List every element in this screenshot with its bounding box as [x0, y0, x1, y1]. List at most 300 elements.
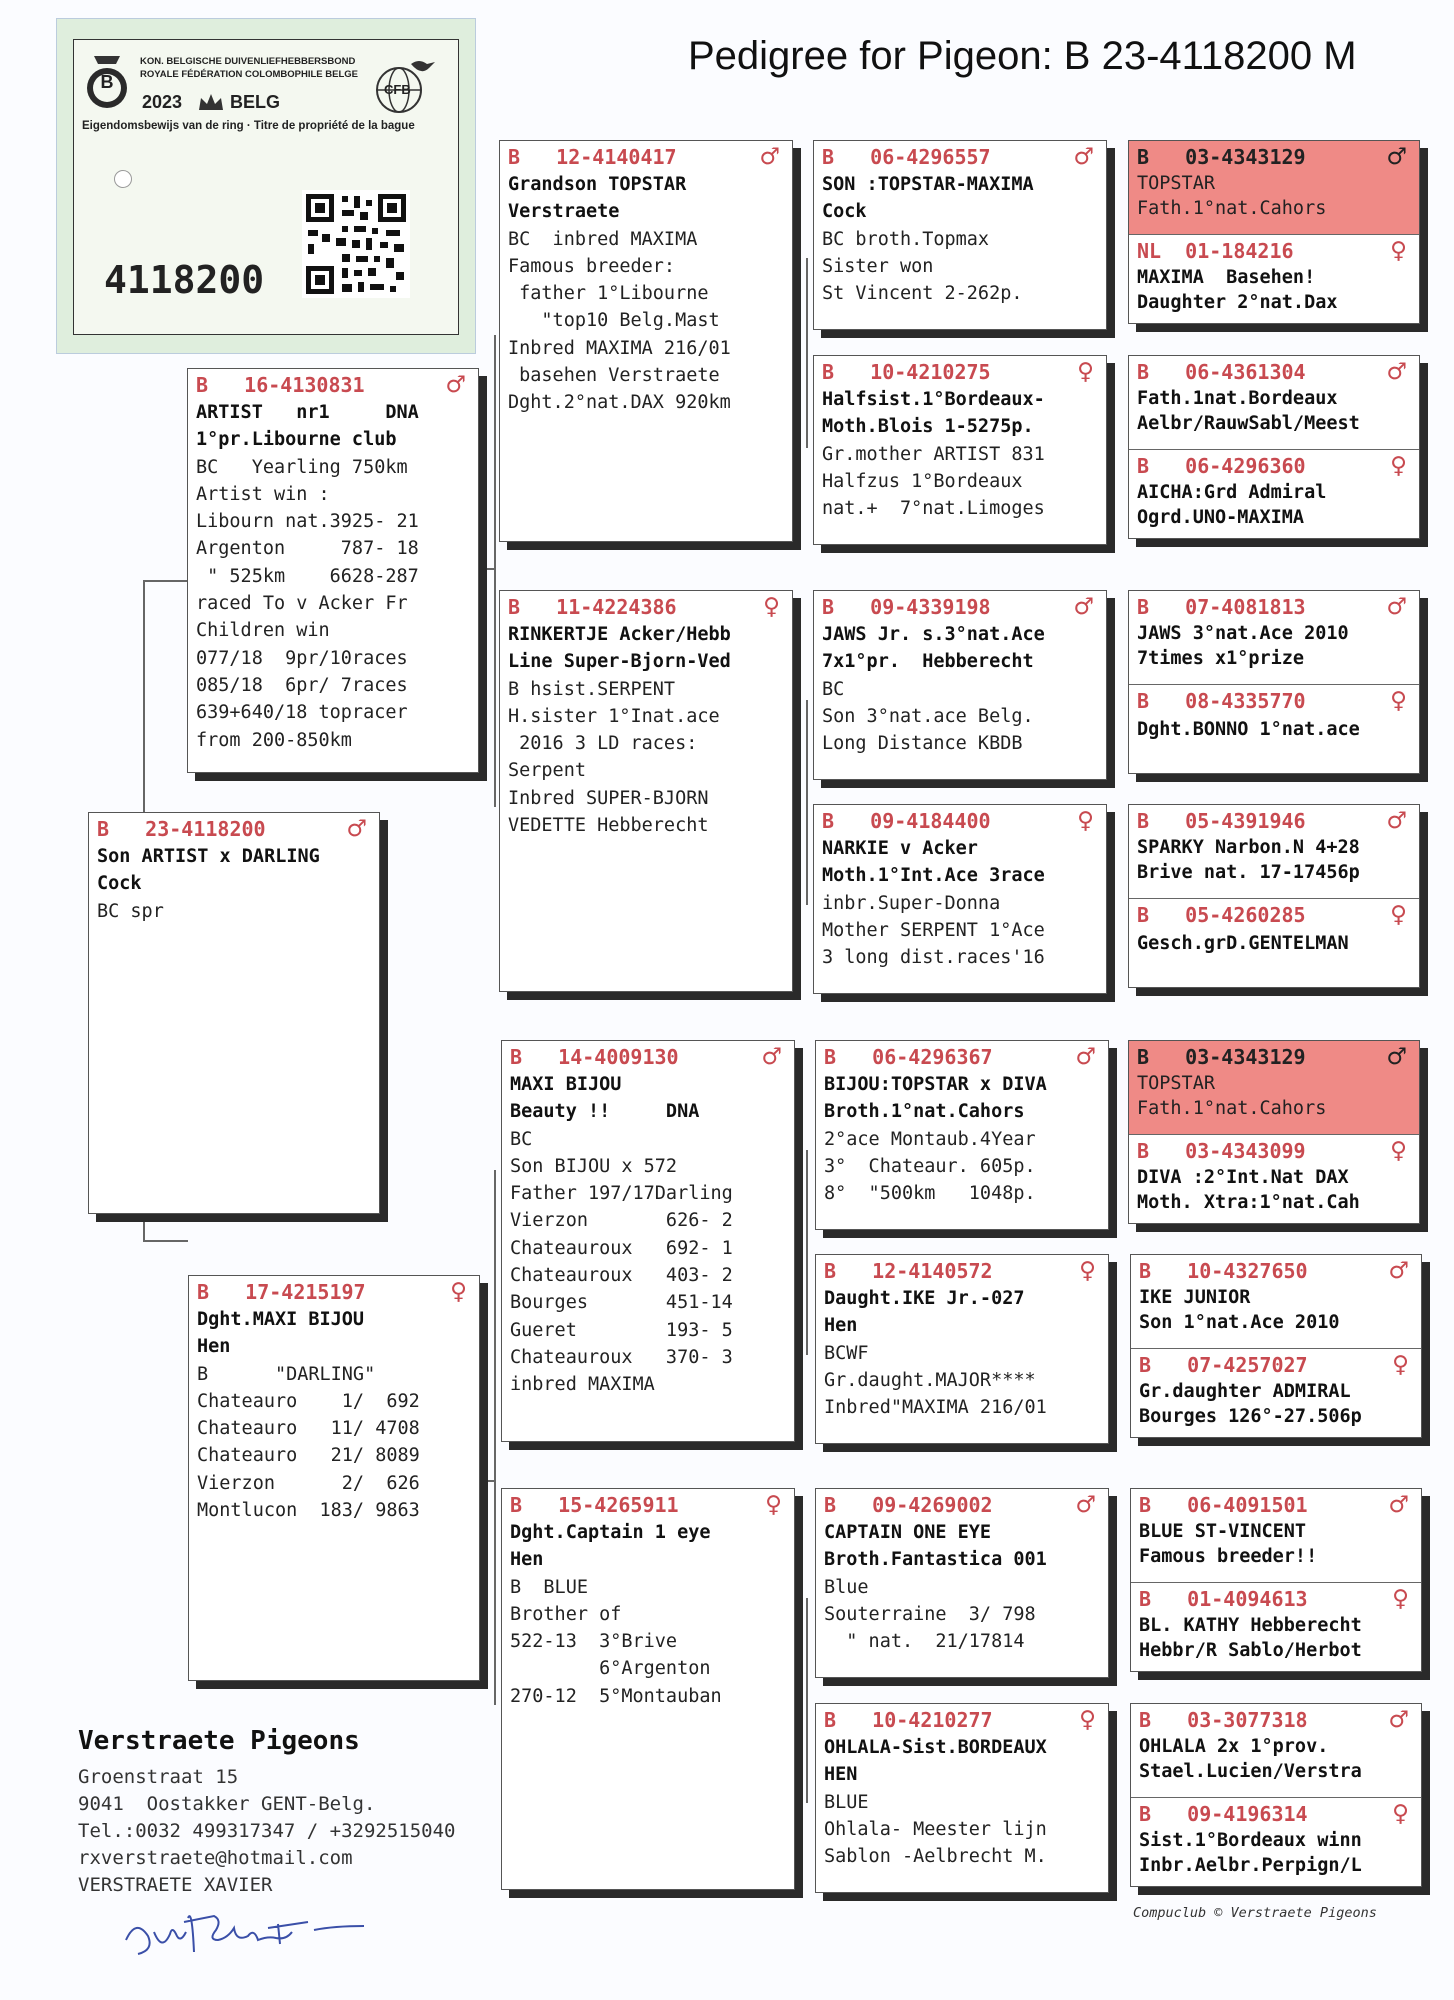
ring-header	[508, 143, 784, 171]
card-line: Gr.mother ARTIST 831	[822, 443, 1045, 465]
ring-id: B 01-4094613	[1139, 1587, 1308, 1611]
card-line: B "DARLING"	[197, 1363, 376, 1385]
card-line: Inbred MAXIMA 216/01	[508, 337, 731, 359]
card-line: Chateauroux 403- 2	[510, 1265, 733, 1287]
ring-id: NL 01-184216	[1137, 239, 1294, 263]
ring-ownership-card	[56, 18, 476, 354]
pigeon-name: Son ARTIST x DARLING	[97, 846, 320, 867]
card-line: Bourges 126°-27.506p	[1139, 1406, 1362, 1427]
pigeon-name: Dght.Captain 1 eye	[510, 1522, 711, 1543]
ring-header	[196, 371, 470, 399]
card-line: Dght.BONNO 1°nat.ace	[1137, 719, 1360, 740]
card-section	[1129, 898, 1419, 959]
card-section	[1131, 1582, 1421, 1663]
ring-header	[1139, 1351, 1413, 1379]
card-line: SPARKY Narbon.N 4+28	[1137, 837, 1360, 858]
card-line: BLUE	[824, 1791, 869, 1813]
ring-header	[1137, 237, 1411, 265]
card-line: inbred MAXIMA	[510, 1374, 655, 1396]
pigeon-card-sds[interactable]	[813, 590, 1107, 780]
pigeon-pair-card[interactable]	[1128, 140, 1420, 324]
female-sex-icon: ♀	[1390, 902, 1407, 928]
card-line: 270-12 5°Montauban	[510, 1685, 722, 1707]
card-section	[1131, 1348, 1421, 1429]
ring-id: B 09-4184400	[822, 809, 991, 833]
connector-line	[143, 1240, 188, 1242]
card-line: BCWF	[824, 1342, 869, 1364]
card-line: BC	[822, 678, 845, 700]
card-line: TOPSTAR	[1137, 1073, 1215, 1094]
owner-name: Verstraete Pigeons	[78, 1726, 360, 1756]
ring-header	[824, 1491, 1100, 1519]
card-line: VEDETTE Hebberecht	[508, 815, 709, 837]
female-sex-icon: ♀	[763, 594, 780, 620]
ring-header	[1137, 807, 1411, 835]
connector-line	[494, 335, 496, 807]
card-section	[1129, 449, 1419, 530]
ring-id: B 03-4343129	[1137, 1045, 1306, 1069]
card-line: Bourges 451-14	[510, 1292, 733, 1314]
card-line: Son 3°nat.ace Belg.	[822, 705, 1034, 727]
connector-line	[487, 568, 496, 570]
male-sex-icon: ♂	[761, 1044, 782, 1070]
ring-header	[197, 1278, 471, 1306]
card-line: Inbred SUPER-BJORN	[508, 787, 709, 809]
ring-header	[1137, 452, 1411, 480]
card-section	[816, 1041, 1108, 1207]
connector-line	[487, 1480, 496, 1482]
federation-name-nl: KON. BELGISCHE DUIVENLIEFHEBBERSBOND	[140, 56, 356, 67]
pigeon-name: Halfsist.1°Bordeaux-	[822, 389, 1045, 410]
female-sex-icon: ♀	[1390, 453, 1407, 479]
card-section	[816, 1704, 1108, 1870]
pigeon-card-sdd[interactable]	[813, 804, 1107, 994]
owner-phone: Tel.:0032 499317347 / +3292515040	[78, 1820, 456, 1842]
ring-id: B 07-4257027	[1139, 1353, 1308, 1377]
ring-id: B 06-4296367	[824, 1045, 993, 1069]
card-section-highlighted	[1129, 1041, 1419, 1134]
ring-id: B 09-4196314	[1139, 1802, 1308, 1826]
ring-id: B 14-4009130	[510, 1045, 679, 1069]
ring-card-frame	[73, 39, 459, 335]
card-section	[816, 1489, 1108, 1655]
male-sex-icon: ♂	[1386, 359, 1407, 385]
card-section	[814, 356, 1106, 522]
pigeon-pair-card[interactable]	[1130, 1703, 1422, 1887]
card-line: BC spr	[97, 900, 164, 922]
male-sex-icon: ♂	[1075, 1492, 1096, 1518]
ring-header	[1137, 1043, 1411, 1071]
card-line: " 525km 6628-287	[196, 565, 419, 587]
ring-id: B 10-4210277	[824, 1708, 993, 1732]
card-section	[188, 369, 478, 754]
card-line: St Vincent 2-262p.	[822, 283, 1023, 305]
card-line: B BLUE	[510, 1576, 588, 1598]
ring-header	[822, 593, 1098, 621]
card-line: Sablon -Aelbrecht M.	[824, 1846, 1047, 1868]
card-line: 639+640/18 topracer	[196, 702, 408, 724]
card-line: Sister won	[822, 255, 934, 277]
card-line: Halfzus 1°Bordeaux	[822, 470, 1023, 492]
card-line: 2016 3 LD races:	[508, 733, 698, 755]
card-line: Moth.1°Int.Ace 3race	[822, 865, 1045, 887]
card-line: Fath.1nat.Bordeaux	[1137, 388, 1338, 409]
card-line: Inbr.Aelbr.Perpign/L	[1139, 1855, 1362, 1876]
pigeon-name: JAWS Jr. s.3°nat.Ace	[822, 624, 1045, 645]
ring-id: B 23-4118200	[97, 817, 266, 841]
pigeon-card-sss[interactable]	[813, 140, 1107, 330]
card-line: Broth.Fantastica 001	[824, 1549, 1047, 1571]
card-line: OHLALA 2x 1°prov.	[1139, 1736, 1329, 1757]
pigeon-pair-card[interactable]	[1128, 590, 1420, 774]
pigeon-pair-card[interactable]	[1128, 355, 1420, 539]
ring-year: 2023	[142, 92, 183, 112]
card-line: 7times x1°prize	[1137, 648, 1305, 669]
ring-header	[510, 1043, 786, 1071]
female-sex-icon: ♀	[1392, 1801, 1409, 1827]
male-sex-icon: ♂	[1386, 594, 1407, 620]
card-line: Fath.1°nat.Cahors	[1137, 1098, 1327, 1119]
ring-id: B 03-4343099	[1137, 1139, 1306, 1163]
ring-id: B 10-4210275	[822, 360, 991, 384]
female-sex-icon: ♀	[1390, 1138, 1407, 1164]
pigeon-name: RINKERTJE Acker/Hebb	[508, 624, 731, 645]
card-line: Son BIJOU x 572	[510, 1155, 678, 1177]
card-section	[814, 141, 1106, 307]
pigeon-pair-card[interactable]	[1130, 1488, 1422, 1672]
ring-id: B 12-4140417	[508, 145, 677, 169]
ring-id: B 17-4215197	[197, 1280, 366, 1304]
card-line: Long Distance KBDB	[822, 733, 1023, 755]
card-section	[1129, 234, 1419, 315]
pigeon-card-dam-sire[interactable]	[501, 1040, 795, 1442]
card-section	[1129, 805, 1419, 898]
card-line: Chateauroux 370- 3	[510, 1346, 733, 1368]
connector-line	[806, 1598, 808, 1803]
connector-line	[806, 258, 808, 448]
male-sex-icon: ♂	[1075, 1044, 1096, 1070]
card-section	[814, 591, 1106, 757]
card-section	[189, 1276, 479, 1524]
punch-hole	[114, 170, 132, 188]
card-line: 522-13 3°Brive	[510, 1631, 678, 1653]
card-line: basehen Verstraete	[508, 365, 720, 387]
connector-line	[143, 580, 188, 582]
card-section	[500, 141, 792, 417]
card-line: Hen	[510, 1549, 544, 1571]
page-title: Pedigree for Pigeon: B 23-4118200 M	[688, 34, 1357, 78]
male-sex-icon: ♂	[445, 372, 466, 398]
female-sex-icon: ♀	[1390, 238, 1407, 264]
pigeon-name: Grandson TOPSTAR	[508, 174, 687, 195]
pigeon-card-subject[interactable]	[88, 812, 380, 1214]
ring-id: B 06-4296557	[822, 145, 991, 169]
card-line: B hsist.SERPENT	[508, 678, 676, 700]
card-line: Chateauro 1/ 692	[197, 1390, 420, 1412]
card-section	[502, 1041, 794, 1399]
card-line: Vierzon 626- 2	[510, 1210, 733, 1232]
card-line: Brive nat. 17-17456p	[1137, 862, 1360, 883]
card-line: Fath.1°nat.Cahors	[1137, 198, 1327, 219]
ring-header	[822, 358, 1098, 386]
female-sex-icon: ♀	[1079, 1258, 1096, 1284]
card-line: Hebbr/R Sablo/Herbot	[1139, 1640, 1362, 1661]
card-line: Broth.1°nat.Cahors	[824, 1101, 1025, 1123]
ring-id: B 07-4081813	[1137, 595, 1306, 619]
owner-address	[78, 1764, 456, 1899]
card-line: Mother SERPENT 1°Ace	[822, 919, 1045, 941]
ring-id: B 06-4091501	[1139, 1493, 1308, 1517]
card-line: Dght.2°nat.DAX 920km	[508, 392, 731, 414]
card-line: Vierzon 2/ 626	[197, 1472, 420, 1494]
connector-line	[806, 700, 808, 905]
male-sex-icon: ♂	[1073, 144, 1094, 170]
ring-id: B 05-4260285	[1137, 903, 1306, 927]
male-sex-icon: ♂	[1388, 1258, 1409, 1284]
owner-email[interactable]: rxverstraete@hotmail.com	[78, 1847, 353, 1869]
card-line: Son 1°nat.Ace 2010	[1139, 1312, 1340, 1333]
qr-code-icon	[302, 190, 410, 298]
card-line: inbr.Super-Donna	[822, 892, 1001, 914]
male-sex-icon: ♂	[1386, 808, 1407, 834]
pigeon-card-dam[interactable]	[188, 1275, 480, 1681]
card-line: IKE JUNIOR	[1139, 1287, 1251, 1308]
card-line: Stael.Lucien/Verstra	[1139, 1761, 1362, 1782]
card-line: Argenton 787- 18	[196, 538, 419, 560]
ring-id: B 08-4335770	[1137, 689, 1306, 713]
card-line: 8° "500km 1048p.	[824, 1183, 1036, 1205]
card-line: Gesch.grD.GENTELMAN	[1137, 933, 1349, 954]
card-line: Chateauro 11/ 4708	[197, 1418, 420, 1440]
pigeon-name: CAPTAIN ONE EYE	[824, 1522, 992, 1543]
card-line: "top10 Belg.Mast	[508, 310, 720, 332]
female-sex-icon: ♀	[1392, 1586, 1409, 1612]
card-line: Gr.daught.MAJOR****	[824, 1369, 1036, 1391]
card-section	[502, 1489, 794, 1710]
card-line: Souterraine 3/ 798	[824, 1603, 1036, 1625]
card-line: BC broth.Topmax	[822, 228, 990, 250]
card-line: Blue	[824, 1576, 869, 1598]
ring-header	[824, 1257, 1100, 1285]
ring-header	[510, 1491, 786, 1519]
card-line: Artist win :	[196, 483, 330, 505]
card-line: BC	[510, 1128, 533, 1150]
card-section	[1129, 1134, 1419, 1215]
card-section	[1131, 1797, 1421, 1878]
card-line: Aelbr/RauwSabl/Meest	[1137, 413, 1360, 434]
ring-header	[97, 815, 371, 843]
card-section	[814, 805, 1106, 971]
male-sex-icon: ♂	[759, 144, 780, 170]
card-line: BL. KATHY Hebberecht	[1139, 1615, 1362, 1636]
ring-header	[1137, 901, 1411, 929]
card-line: Moth.Blois 1-5275p.	[822, 416, 1034, 438]
ring-id: B 05-4391946	[1137, 809, 1306, 833]
ring-header	[1139, 1800, 1413, 1828]
card-line: Daughter 2°nat.Dax	[1137, 292, 1338, 313]
card-line: Verstraete	[508, 201, 620, 223]
owner-person: VERSTRAETE XAVIER	[78, 1874, 273, 1896]
card-line: H.sister 1°Inat.ace	[508, 705, 720, 727]
pigeon-card-dsd[interactable]	[815, 1254, 1109, 1444]
owner-street: Groenstraat 15	[78, 1766, 239, 1788]
card-section	[1129, 356, 1419, 449]
card-line: Ohlala- Meester lijn	[824, 1818, 1047, 1840]
ring-header	[508, 593, 784, 621]
logo-letter: B	[100, 72, 114, 92]
card-line: Chateauro 21/ 8089	[197, 1445, 420, 1467]
card-section	[89, 813, 379, 925]
signature-icon	[118, 1900, 378, 1970]
male-sex-icon: ♂	[1388, 1492, 1409, 1518]
ring-header	[822, 807, 1098, 835]
card-line: Hen	[824, 1315, 858, 1337]
card-line: BC Yearling 750km	[196, 456, 408, 478]
card-section	[1131, 1255, 1421, 1348]
male-sex-icon: ♂	[1386, 1044, 1407, 1070]
card-line: Chateauroux 692- 1	[510, 1237, 733, 1259]
card-line: Inbred"MAXIMA 216/01	[824, 1397, 1047, 1419]
card-line: Famous breeder!!	[1139, 1546, 1318, 1567]
card-line: 085/18 6pr/ 7races	[196, 674, 408, 696]
pigeon-name: MAXI BIJOU	[510, 1074, 622, 1095]
ring-id: B 16-4130831	[196, 373, 365, 397]
card-line: Famous breeder:	[508, 255, 676, 277]
footer-credit: Compuclub © Verstraete Pigeons	[1133, 1905, 1377, 1921]
card-line: " nat. 21/17814	[824, 1631, 1025, 1653]
pigeon-name: ARTIST nr1 DNA	[196, 402, 419, 423]
pigeon-name: Daught.IKE Jr.-027	[824, 1288, 1025, 1309]
card-line: Hen	[197, 1336, 231, 1358]
ring-id: B 10-4327650	[1139, 1259, 1308, 1283]
card-line: 2°ace Montaub.4Year	[824, 1128, 1036, 1150]
pigeon-card-dam-dam[interactable]	[501, 1488, 795, 1890]
card-line: Children win	[196, 620, 330, 642]
pigeon-card-sire[interactable]	[187, 368, 479, 773]
card-line: Brother of	[510, 1603, 622, 1625]
ring-id: B 12-4140572	[824, 1259, 993, 1283]
ring-header	[1137, 593, 1411, 621]
ring-header	[1139, 1491, 1413, 1519]
card-line: Cock	[822, 201, 867, 223]
ownership-text: Eigendomsbewijs van de ring · Titre de propriété de la bague	[82, 120, 415, 132]
card-line: Libourn nat.3925- 21	[196, 511, 419, 533]
card-line: Line Super-Bjorn-Ved	[508, 651, 731, 673]
card-section	[500, 591, 792, 839]
pigeon-card-ssd[interactable]	[813, 355, 1107, 545]
card-line: MAXIMA Basehen!	[1137, 267, 1316, 288]
card-line: 3° Chateaur. 605p.	[824, 1155, 1036, 1177]
card-section	[816, 1255, 1108, 1421]
pigeon-name: BIJOU:TOPSTAR x DIVA	[824, 1074, 1047, 1095]
card-line: Sist.1°Bordeaux winn	[1139, 1830, 1362, 1851]
female-sex-icon: ♀	[1390, 688, 1407, 714]
card-line: raced To v Acker Fr	[196, 593, 408, 615]
card-section	[1131, 1704, 1421, 1797]
card-section	[1129, 684, 1419, 745]
pigeon-name: Dght.MAXI BIJOU	[197, 1309, 365, 1330]
ring-id: B 11-4224386	[508, 595, 677, 619]
ring-header	[1137, 358, 1411, 386]
pigeon-pair-card[interactable]	[1128, 1040, 1420, 1224]
crown-icon	[196, 90, 226, 114]
card-line: Montlucon 183/ 9863	[197, 1500, 420, 1522]
globe-logo-text: CFB	[384, 82, 411, 97]
card-line: 1°pr.Libourne club	[196, 429, 397, 451]
male-sex-icon: ♂	[1386, 144, 1407, 170]
female-sex-icon: ♀	[1077, 359, 1094, 385]
card-line: 3 long dist.races'16	[822, 947, 1045, 969]
pigeon-card-ddd[interactable]	[815, 1703, 1109, 1893]
connector-line	[806, 1150, 808, 1355]
card-line: JAWS 3°nat.Ace 2010	[1137, 623, 1349, 644]
card-line: TOPSTAR	[1137, 173, 1215, 194]
card-line: Beauty !! DNA	[510, 1101, 700, 1123]
card-line: AICHA:Grd Admiral	[1137, 482, 1327, 503]
ring-id: B 06-4361304	[1137, 360, 1306, 384]
card-line: Moth. Xtra:1°nat.Cah	[1137, 1192, 1360, 1213]
card-line: father 1°Libourne	[508, 283, 709, 305]
female-sex-icon: ♀	[765, 1492, 782, 1518]
ring-header	[1137, 687, 1411, 715]
male-sex-icon: ♂	[1073, 594, 1094, 620]
pigeon-card-dss[interactable]	[815, 1040, 1109, 1230]
pigeon-card-sire-dam[interactable]	[499, 590, 793, 992]
ring-header	[1139, 1585, 1413, 1613]
card-line: BC inbred MAXIMA	[508, 228, 698, 250]
ring-header	[824, 1706, 1100, 1734]
ring-header	[822, 143, 1098, 171]
female-sex-icon: ♀	[1079, 1707, 1096, 1733]
ring-id: B 03-3077318	[1139, 1708, 1308, 1732]
ring-header	[1139, 1257, 1413, 1285]
card-line: DIVA :2°Int.Nat DAX	[1137, 1167, 1349, 1188]
card-section	[1131, 1489, 1421, 1582]
ring-country: BELG	[230, 92, 281, 112]
pigeon-pair-card[interactable]	[1130, 1254, 1422, 1438]
female-sex-icon: ♀	[1077, 808, 1094, 834]
male-sex-icon: ♂	[1388, 1707, 1409, 1733]
pigeon-pair-card[interactable]	[1128, 804, 1420, 988]
ring-id: B 15-4265911	[510, 1493, 679, 1517]
card-line: BLUE ST-VINCENT	[1139, 1521, 1307, 1542]
female-sex-icon: ♀	[450, 1279, 467, 1305]
card-line: Cock	[97, 873, 142, 895]
card-line: 077/18 9pr/10races	[196, 647, 408, 669]
card-line: Gueret 193- 5	[510, 1319, 733, 1341]
card-line: Ogrd.UNO-MAXIMA	[1137, 507, 1305, 528]
ring-id: B 03-4343129	[1137, 145, 1306, 169]
card-line: 7x1°pr. Hebberecht	[822, 651, 1034, 673]
federation-name-fr: ROYALE FÉDÉRATION COLOMBOPHILE BELGE	[140, 69, 358, 80]
ring-header	[824, 1043, 1100, 1071]
card-section-highlighted	[1129, 141, 1419, 234]
pigeon-name: NARKIE v Acker	[822, 838, 978, 859]
pigeon-name: OHLALA-Sist.BORDEAUX	[824, 1737, 1047, 1758]
card-line: Father 197/17Darling	[510, 1183, 733, 1205]
ring-header	[1139, 1706, 1413, 1734]
pigeon-card-dds[interactable]	[815, 1488, 1109, 1678]
pigeon-name: SON :TOPSTAR-MAXIMA	[822, 174, 1034, 195]
owner-city: 9041 Oostakker GENT-Belg.	[78, 1793, 376, 1815]
female-sex-icon: ♀	[1392, 1352, 1409, 1378]
pigeon-card-sire-sire[interactable]	[499, 140, 793, 542]
ring-number: 4118200	[104, 258, 265, 302]
card-line: 6°Argenton	[510, 1658, 711, 1680]
ring-id: B 09-4339198	[822, 595, 991, 619]
ring-header	[1137, 143, 1411, 171]
ring-header	[1137, 1137, 1411, 1165]
